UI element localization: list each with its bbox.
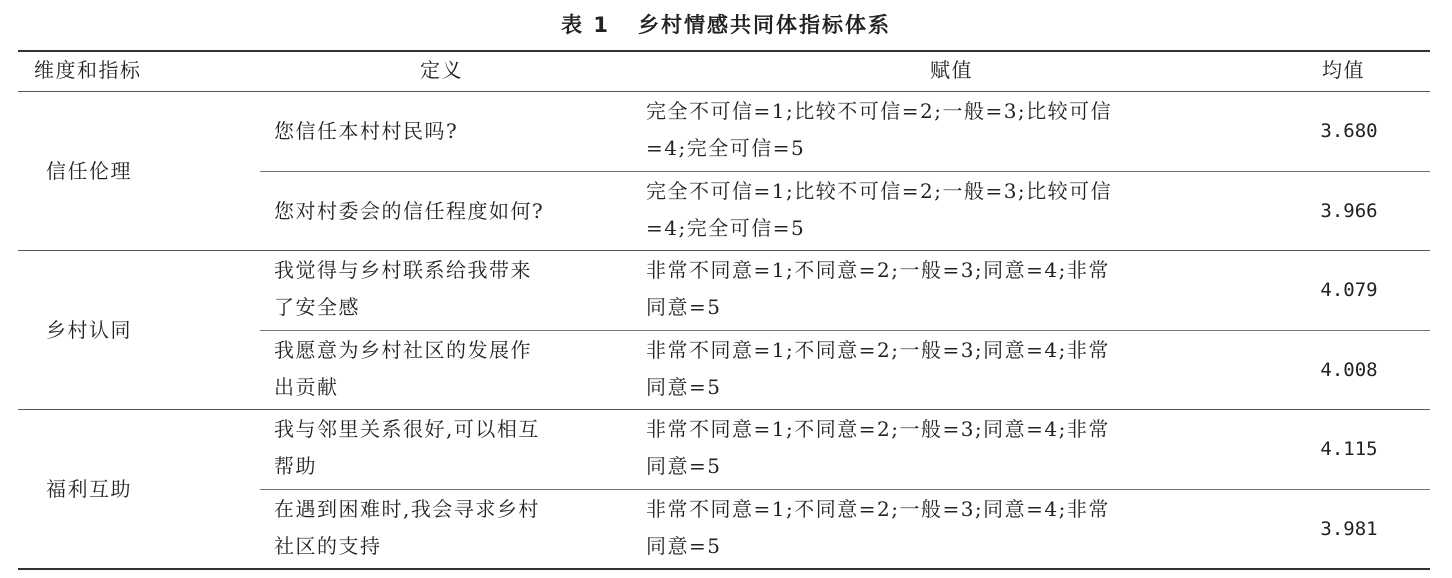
header-assignment: 赋值 — [930, 58, 973, 82]
definition-line: 了安全感 — [274, 295, 360, 319]
definition-cell: 您对村委会的信任程度如何? — [274, 199, 545, 223]
dimension-label: 福利互助 — [46, 477, 132, 501]
row-divider — [260, 171, 1430, 172]
dimension-label: 乡村认同 — [46, 318, 132, 342]
dimension-label: 信任伦理 — [46, 159, 132, 183]
header-mean: 均值 — [1322, 58, 1365, 82]
mean-value: 3.966 — [1320, 200, 1378, 222]
assignment-line: 非常不同意=1;不同意=2;一般=3;同意=4;非常 — [646, 338, 1110, 362]
header-dimension: 维度和指标 — [34, 58, 142, 82]
definition-line: 社区的支持 — [274, 534, 382, 558]
group-divider-2 — [18, 409, 1430, 410]
mean-value: 4.008 — [1320, 359, 1378, 381]
header-definition: 定义 — [420, 58, 463, 82]
top-rule — [18, 50, 1430, 52]
definition-line: 我觉得与乡村联系给我带来 — [274, 258, 532, 282]
definition-line: 我愿意为乡村社区的发展作 — [274, 338, 532, 362]
assignment-line: 非常不同意=1;不同意=2;一般=3;同意=4;非常 — [646, 258, 1110, 282]
assignment-line: 完全不可信=1;比较不可信=2;一般=3;比较可信 — [646, 99, 1113, 123]
mean-value: 4.079 — [1320, 279, 1378, 301]
assignment-line: 非常不同意=1;不同意=2;一般=3;同意=4;非常 — [646, 417, 1110, 441]
table-number: 表 1 — [561, 13, 610, 37]
row-divider — [260, 489, 1430, 490]
mean-value: 3.981 — [1320, 518, 1378, 540]
definition-line: 我与邻里关系很好,可以相互 — [274, 417, 540, 441]
mean-value: 3.680 — [1320, 120, 1378, 142]
table-title-text: 乡村情感共同体指标体系 — [637, 13, 891, 37]
table-title — [0, 8, 1452, 42]
assignment-line: 同意=5 — [646, 295, 722, 319]
definition-cell: 您信任本村村民吗? — [274, 119, 459, 143]
definition-line: 在遇到困难时,我会寻求乡村 — [274, 497, 540, 521]
assignment-line: 非常不同意=1;不同意=2;一般=3;同意=4;非常 — [646, 497, 1110, 521]
mean-value: 4.115 — [1320, 438, 1378, 460]
assignment-line: 同意=5 — [646, 375, 722, 399]
assignment-line: =4;完全可信=5 — [646, 216, 806, 240]
row-divider — [260, 330, 1430, 331]
assignment-line: 同意=5 — [646, 454, 722, 478]
assignment-line: =4;完全可信=5 — [646, 136, 806, 160]
header-rule — [18, 91, 1430, 92]
assignment-line: 完全不可信=1;比较不可信=2;一般=3;比较可信 — [646, 179, 1113, 203]
group-divider-1 — [18, 250, 1430, 251]
assignment-line: 同意=5 — [646, 534, 722, 558]
definition-line: 帮助 — [274, 454, 317, 478]
definition-line: 出贡献 — [274, 375, 339, 399]
bottom-rule — [18, 568, 1430, 570]
